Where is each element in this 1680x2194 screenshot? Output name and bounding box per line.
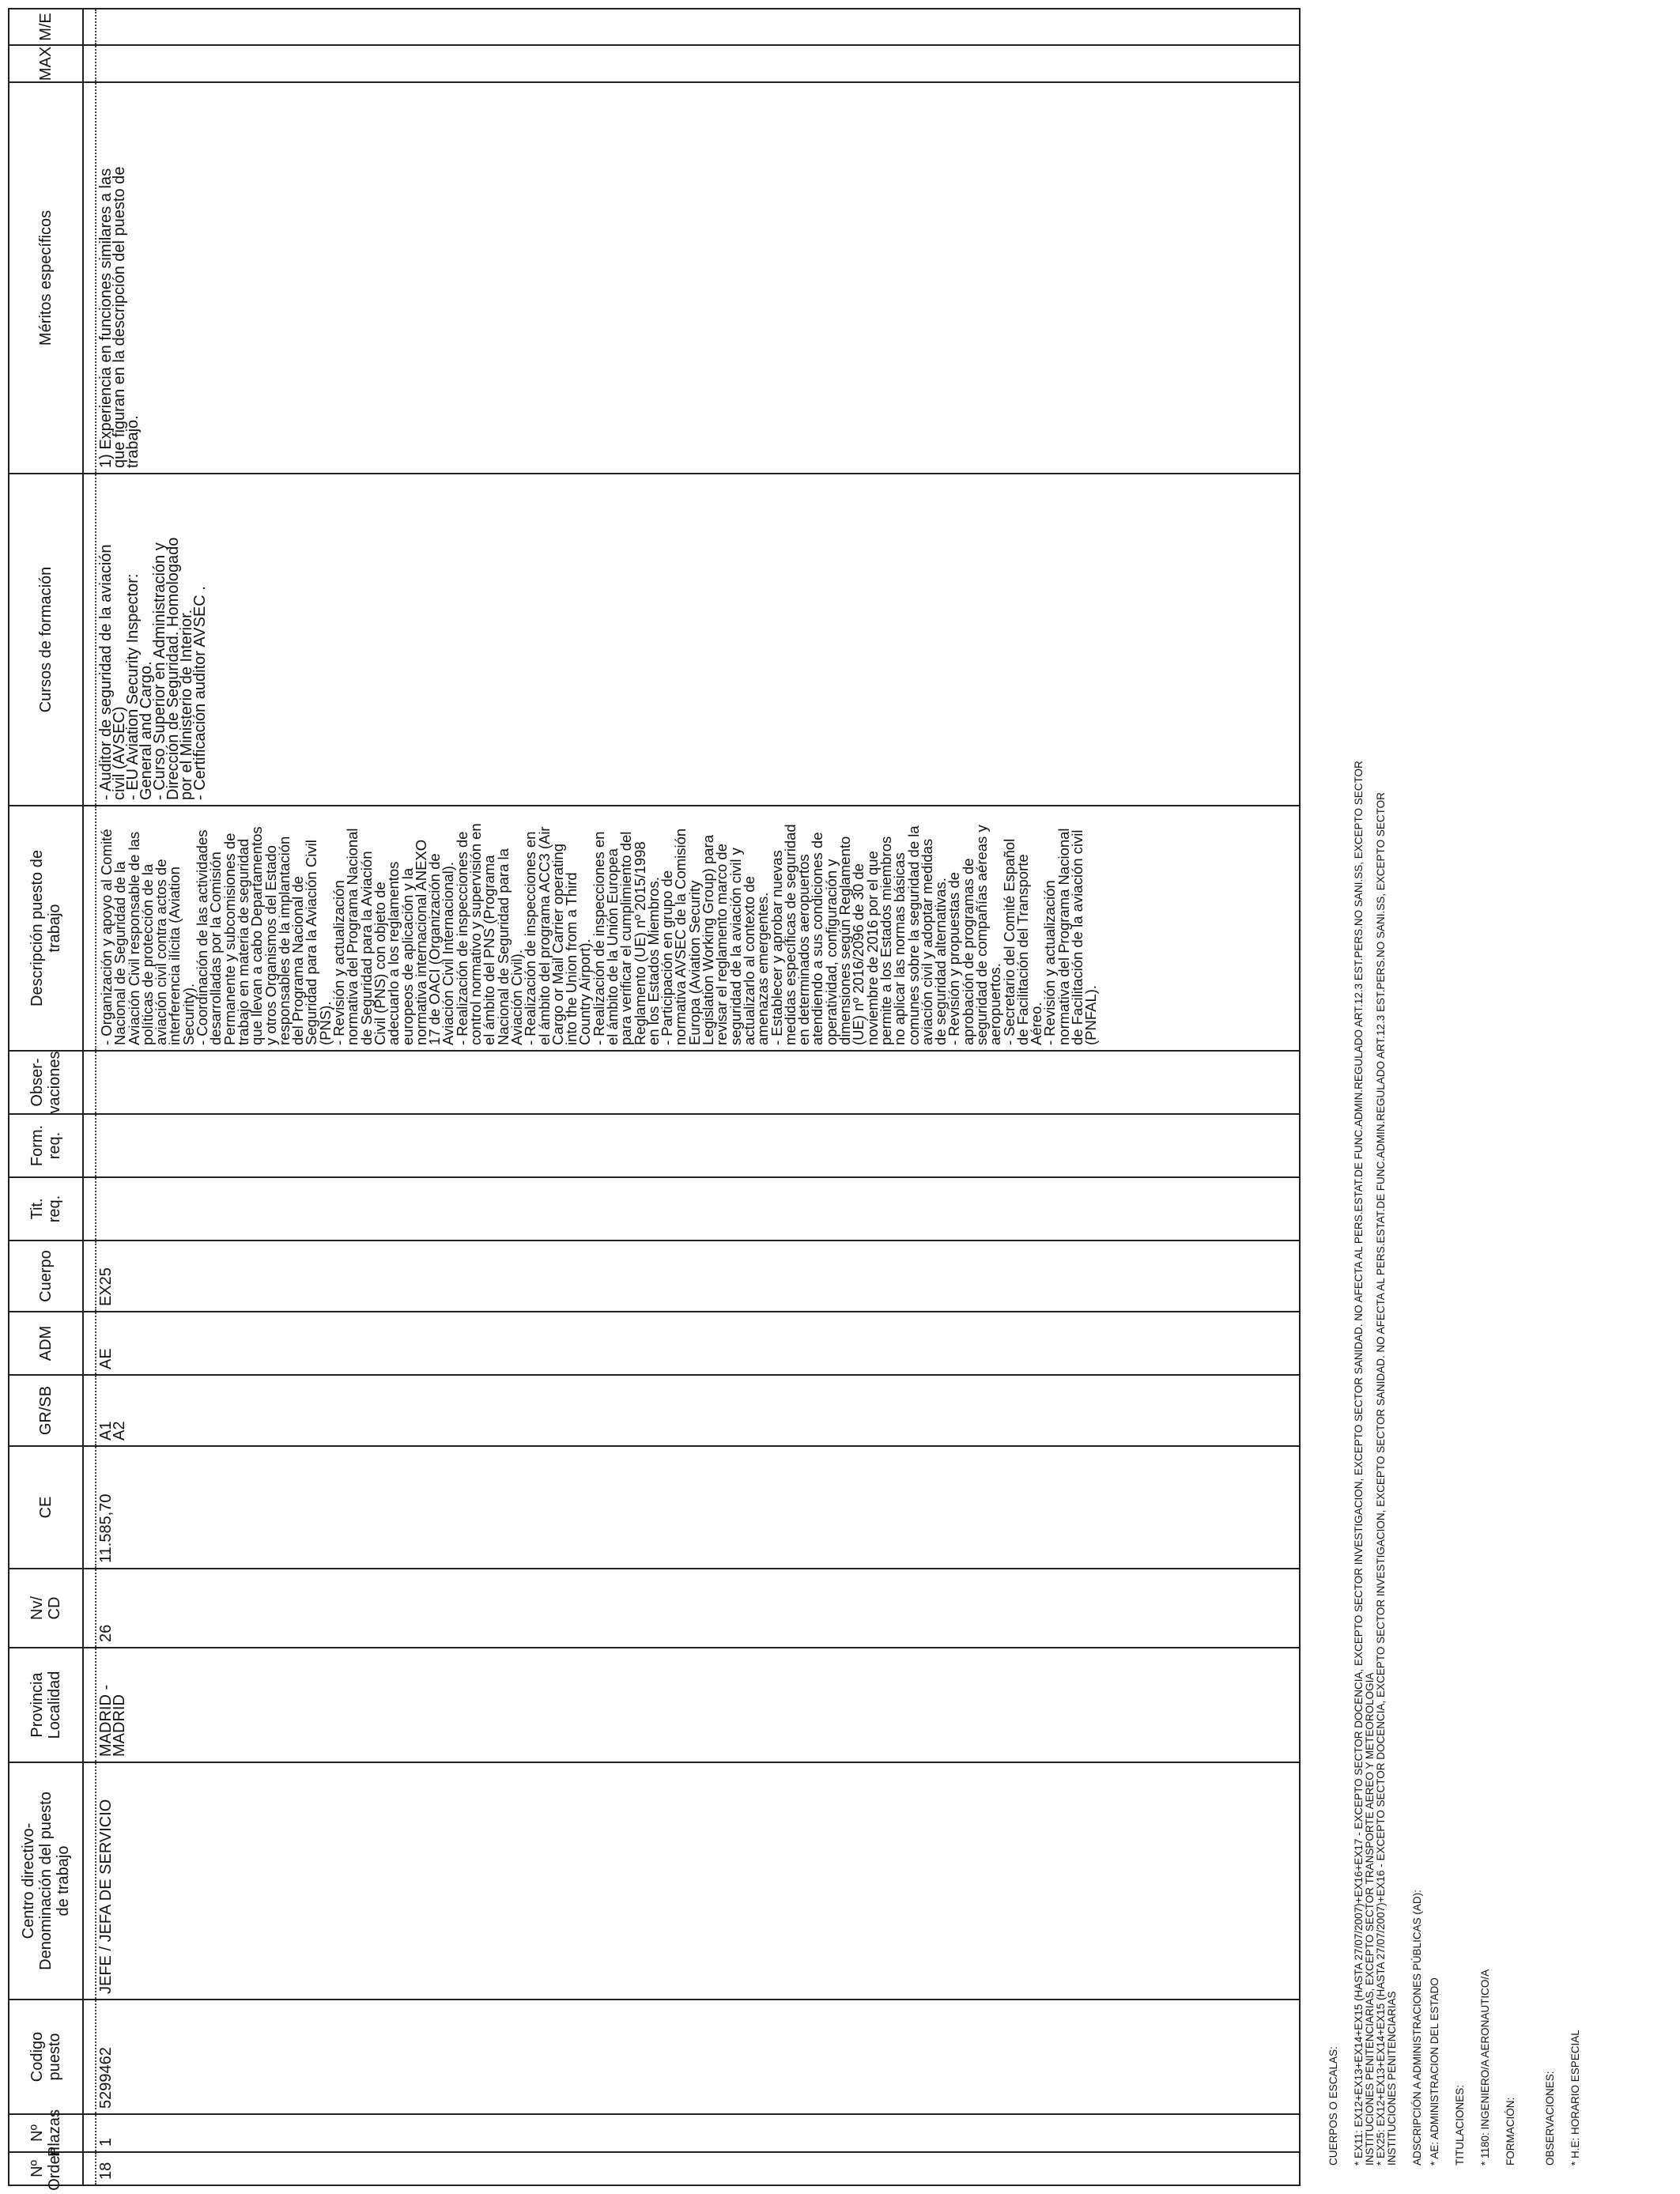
row-divider [95, 1447, 96, 1568]
column-grupo [9, 1374, 1299, 1445]
adscripcion-label: ADSCRIPCIÓN A ADMINISTRACIONES PÚBLICAS (AD): [1411, 1890, 1423, 2166]
cell-meritos: 1) Experiencia en funciones similares a las que figuran en la descripción del puesto de trabajo. [97, 166, 142, 468]
column-titulacion [9, 1176, 1299, 1240]
header-observaciones: Obser- vaciones [9, 1052, 84, 1113]
column-formacion [9, 1113, 1299, 1176]
header-cursos: Cursos de formación [9, 474, 84, 805]
header-codigo: Codigo puesto [9, 2000, 84, 2113]
row-divider [95, 1376, 96, 1445]
cell-provincia: MADRID - MADRID [97, 1684, 128, 1757]
row-divider [95, 2000, 96, 2113]
column-orden [9, 2147, 1299, 2191]
spacer [1491, 31, 1505, 2166]
row-divider [95, 1115, 96, 1176]
formacion-label: FORMACIÓN: [1504, 2097, 1516, 2166]
adscripcion-ae: * AE: ADMINISTRACION DEL ESTADO [1429, 1977, 1440, 2166]
cell-plazas: 1 [97, 2137, 115, 2147]
header-me: M/E [9, 9, 84, 44]
column-descripcion [9, 805, 1299, 1050]
row-divider [95, 806, 96, 1050]
spacer [1440, 31, 1455, 2166]
cell-cursos: - Auditor de seguridad de la aviación civil (AVSEC) - EU Aviation Security Inspector: General and Cargo. - Curso Superior en Administración y Dirección de Seguridad. Homologado por el Ministerio de Interior. - Certificación auditor AVSEC . [97, 537, 209, 800]
spacer [1398, 31, 1412, 2166]
header-cuerpo: Cuerpo [9, 1241, 84, 1311]
column-me [9, 9, 1299, 44]
spacer [1516, 31, 1531, 2166]
row-divider [95, 1763, 96, 1999]
column-meritos [9, 81, 1299, 473]
row-divider [95, 2153, 96, 2185]
header-ce: CE [9, 1447, 84, 1568]
cell-nivel: 26 [97, 1624, 115, 1642]
cell-centro: JEFE / JEFA DE SERVICIO [97, 1799, 115, 1994]
header-formacion: Form. req. [9, 1115, 84, 1176]
header-descripcion: Descripción puesto de trabajo [9, 806, 84, 1050]
column-centro [9, 1762, 1299, 1999]
column-ce [9, 1445, 1299, 1568]
spacer [1423, 31, 1429, 2166]
titulaciones-1180: * 1180: INGENIERO/A AERONAUTICO/A [1479, 1969, 1491, 2166]
column-adm [9, 1311, 1299, 1374]
row-divider [95, 1569, 96, 1647]
cell-cuerpo: EX25 [97, 1267, 115, 1306]
spacer [1339, 31, 1353, 2166]
row-divider [95, 1312, 96, 1374]
spacer [1556, 31, 1570, 2166]
row-divider [95, 1052, 96, 1113]
header-meritos: Méritos específicos [9, 83, 84, 473]
header-plazas: Nº Plazas [9, 2115, 84, 2151]
row-divider [95, 1178, 96, 1240]
cell-codigo: 5299462 [97, 2047, 115, 2109]
cell-orden: 18 [97, 2162, 115, 2180]
cuerpos-label: CUERPOS O ESCALAS: [1327, 2046, 1339, 2166]
header-provincia: Provincia Localidad [9, 1648, 84, 1762]
row-divider [95, 2115, 96, 2151]
cell-descripcion: - Organización y apoyo al Comité Nacional de Seguridad de la Aviación Civil responsable de las políticas de protección de la aviación civil contra actos de interferencia ilícita (Aviation Security). - Coordinación de las actividades desarrolladas por la Comisión Permanente y subcomisiones de trabajo en materia de seguridad que llevan a cabo Departamentos y otros Organismos del Estado responsables de la implantación del Programa Nacional de Seguridad para la Aviación Civil (PNS). - Revisión y actualización normativa del Programa Nacional de Seguridad para la Aviación Civil (PNS) con objeto de adecuarlo a los reglamentos europeos de aplicación y la normativa internacional ANEXO 17 de OACI (Organización de Aviación Civil Internacional). - Realización de inspecciones de control normativo y supervisión en el ámbito del PNS (Programa Nacional de Seguridad para la Aviación Civil). - Realización de inspecciones en el ámbito del programa ACC3 (Air Cargo or Mail Carrier operating into the Union from a Third Country Airport). - Realización de inspecciones en el ámbito de la Unión Europea para verificar el cumplimiento del Reglamento (UE) nº 2015/1998 en los Estados Miembros. - Participación en grupo de normativa AVSEC de la Comisión Europa (Aviation Security Legislation Working Group) para revisar el reglamento marco de seguridad de la aviación civil y actualizarlo al contexto de amenazas emergentes. - Establecer y aprobar nuevas medidas específicas de seguridad en determinados aeropuertos atendiendo a sus condiciones de operatividad, configuración y dimensiones según Reglamento (UE) nº 2016/2096 de 30 de noviembre de 2016 por el que permite a los Estados miembros no aplicar las normas básicas comunes sobre la seguridad de la aviación civil y adoptar medidas de seguridad alternativas. - Revisión y propuestas de aprobación de programas de seguridad de compañías aéreas y aeropuertos. - Secretario del Comité Español de Facilitación del Transporte Aéreo. - Revisión y actualización normativa del Programa Nacional de Facilitación de la aviación civil (PNFAL). [98, 823, 1100, 1045]
row-divider [95, 1648, 96, 1762]
column-codigo [9, 1999, 1299, 2113]
cell-ce: 11.585,70 [97, 1494, 115, 1563]
cuerpos-ex11: * EX11: EX12+EX13+EX14+EX15 (HASTA 27/07/2007)+EX16+EX17 - EXCEPTO SECTOR DOCENCIA, EXCEPTO SECTOR INVESTIGACION, EXCEPTO SECTOR SANIDAD. NO AFECTA AL PERS.ESTAT.DE FUNC.ADMIN.REGULADO ART.12.3 EST.PERS.NO SANI.SS, EXCEPTO SECTOR INSTITUCIONES PENITENCIARIAS, EXCEPTO SECTOR TRANSPORTE AEREO Y METEOROLOGIA [1353, 761, 1376, 2166]
header-adm: ADM [9, 1312, 84, 1374]
column-max [9, 44, 1299, 81]
column-provincia [9, 1647, 1299, 1762]
titulaciones-label: TITULACIONES: [1454, 2084, 1466, 2166]
spacer [1531, 31, 1545, 2166]
header-nivel: Nv/ CD [9, 1569, 84, 1647]
observaciones-label: OBSERVACIONES: [1544, 2071, 1556, 2166]
header-centro: Centro directivo- Denominación del puesto de trabajo [9, 1763, 84, 1999]
cell-adm: AE [97, 1348, 115, 1369]
column-cuerpo [9, 1240, 1299, 1311]
header-titulacion: Tit. req. [9, 1178, 84, 1240]
observaciones-he: * H.E: HORARIO ESPECIAL [1569, 2030, 1581, 2166]
column-plazas [9, 2109, 1299, 2158]
footer-notes [1328, 31, 1581, 2166]
column-observaciones [9, 1050, 1299, 1113]
job-table [8, 8, 1301, 2191]
row-divider [95, 1241, 96, 1311]
row-divider [95, 83, 96, 473]
row-divider [95, 46, 96, 81]
column-nivel [9, 1568, 1299, 1647]
cuerpos-ex25: * EX25: EX12+EX13+EX14+EX15 (HASTA 27/07/2007)+EX16 - EXCEPTO SECTOR DOCENCIA, EXCEPTO SECTOR INVESTIGACION, EXCEPTO SECTOR SANIDAD. NO AFECTA AL PERS.ESTAT.DE FUNC.ADMIN.REGULADO ART.12.3 EST.PERS.NO SANI.SS, EXCEPTO SECTOR INSTITUCIONES PENITENCIARIAS [1375, 792, 1398, 2166]
header-max: MAX [9, 46, 84, 81]
row-divider [95, 474, 96, 805]
spacer [1466, 31, 1480, 2166]
column-cursos [9, 473, 1299, 805]
row-divider [95, 9, 96, 44]
header-grupo: GR/SB [9, 1376, 84, 1445]
cell-grupo: A1 A2 [97, 1421, 128, 1441]
header-orden: Nº Orden [9, 2153, 84, 2185]
